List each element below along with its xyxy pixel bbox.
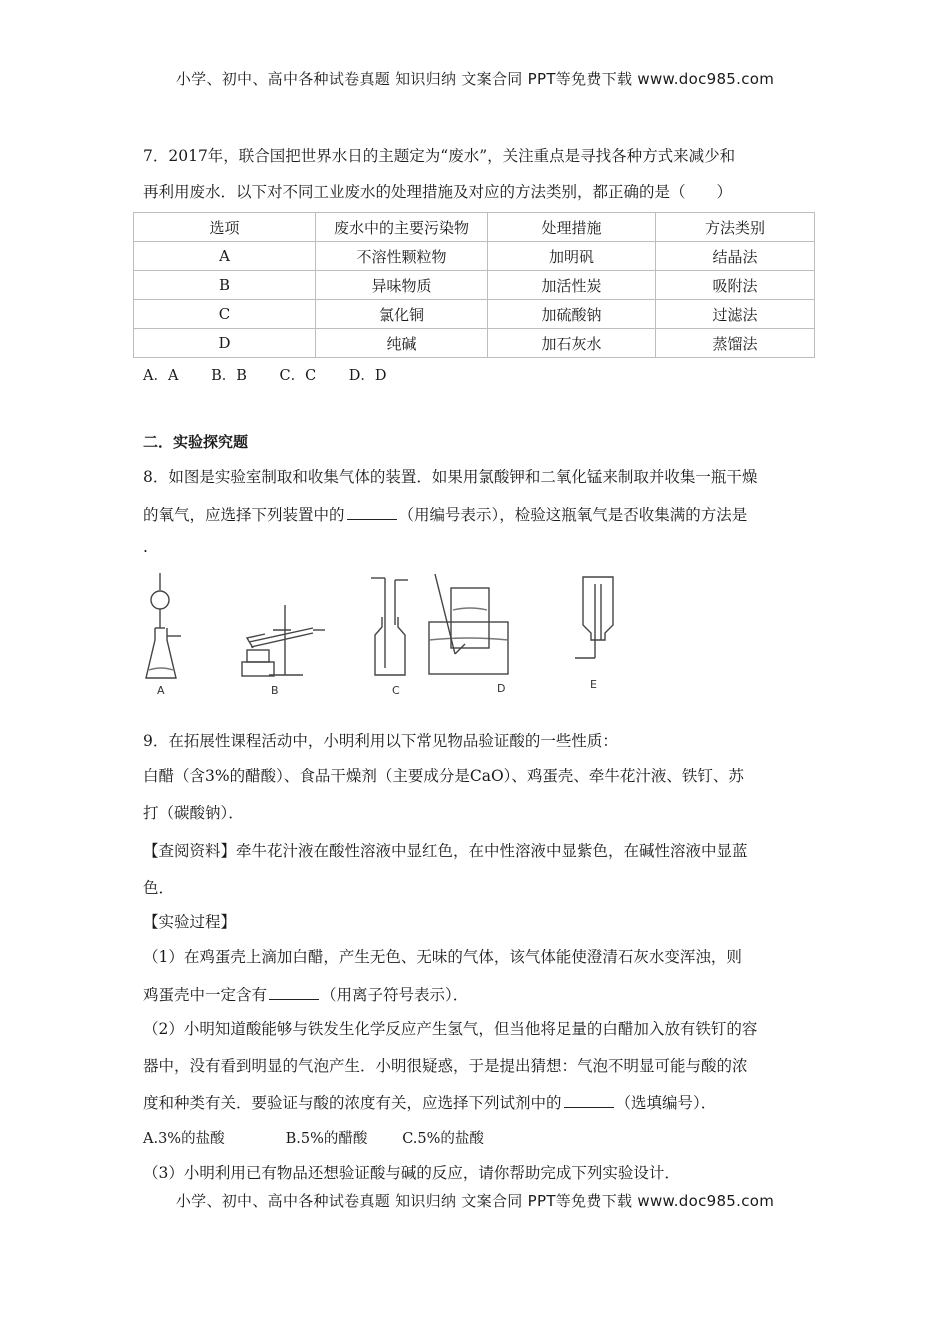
figure-label: A [157, 684, 165, 697]
option-c: C.5%的盐酸 [402, 1131, 484, 1147]
option-b: B.5%的醋酸 [285, 1131, 368, 1147]
q9-line-6: 【实验过程】 [143, 913, 237, 931]
q8-line-2 [143, 503, 747, 525]
q8-line-2-text-b: （用编号表示），检验这瓶氧气是否收集满的方法是 [398, 506, 748, 524]
apparatus-figure [143, 570, 621, 698]
q8-line-1: 8．如图是实验室制取和收集气体的装置．如果用氯酸钾和二氧化锰来制取并收集一瓶干燥 [143, 468, 758, 486]
table-cell: 结晶法 [656, 242, 815, 271]
choice-d: D．D [348, 368, 387, 384]
q9-line-8-text-a: 鸡蛋壳中一定含有 [143, 986, 268, 1004]
q7-choices [143, 364, 415, 385]
table-row [134, 329, 815, 358]
table-cell: 氯化铜 [316, 300, 488, 329]
table-row [134, 271, 815, 300]
figure-label: C [392, 684, 400, 697]
q9-line-8 [143, 983, 468, 1005]
q9-line-1: 9．在拓展性课程活动中，小明利用以下常见物品验证酸的一些性质： [143, 732, 618, 750]
figure-label: D [497, 682, 506, 695]
answer-blank [564, 1093, 614, 1108]
apparatus-d-trough [429, 574, 508, 674]
q7-line-2: 再利用废水．以下对不同工业废水的处理措施及对应的方法类别，都正确的是（ ） [143, 183, 733, 201]
q8-line-3: . [143, 538, 148, 556]
figure-label: E [590, 678, 597, 691]
q9-line-5: 色． [143, 879, 175, 897]
q9-line-10: 器中，没有看到明显的气泡产生．小明很疑惑，于是提出猜想：气泡不明显可能与酸的浓 [143, 1057, 748, 1075]
table-cell: A [134, 242, 316, 271]
q9-line-3: 打（碳酸钠）． [143, 804, 244, 822]
table-cell: 加明矾 [488, 242, 656, 271]
page-header: 小学、初中、高中各种试卷真题 知识归纳 文案合同 PPT等免费下载 www.doc985.com [175, 70, 775, 88]
q9-line-4: 【查阅资料】牵牛花汁液在酸性溶液中显红色，在中性溶液中显紫色，在碱性溶液中显蓝 [143, 842, 748, 860]
table-row [134, 300, 815, 329]
q9-line-7: （1）在鸡蛋壳上滴加白醋，产生无色、无味的气体，该气体能使澄清石灰水变浑浊，则 [143, 948, 742, 966]
table-header-cell: 处理措施 [488, 213, 656, 242]
figure-label: B [271, 684, 279, 697]
apparatus-a-flask [146, 573, 181, 678]
table-header-cell: 选项 [134, 213, 316, 242]
table-header-cell: 方法类别 [656, 213, 815, 242]
section-title: 二．实验探究题 [143, 433, 249, 451]
q9-line-12: （3）小明利用已有物品还想验证酸与碱的反应，请你帮助完成下列实验设计． [143, 1164, 680, 1182]
q7-table [133, 212, 815, 358]
table-cell: 加石灰水 [488, 329, 656, 358]
q9-line-11-text-b: （选填编号）． [615, 1094, 717, 1112]
table-cell: 吸附法 [656, 271, 815, 300]
choice-a: A．A [143, 368, 179, 384]
table-cell: 纯碱 [316, 329, 488, 358]
q9-line-2: 白醋（含3%的醋酸）、食品干燥剂（主要成分是CaO）、鸡蛋壳、牵牛花汁液、铁钉、苏 [143, 767, 744, 785]
apparatus-e-bottle [575, 577, 613, 658]
choice-b: B．B [211, 368, 247, 384]
q7-line-1: 7．2017年，联合国把世界水日的主题定为“废水”，关注重点是寻找各种方式来减少和 [143, 147, 736, 165]
page-footer: 小学、初中、高中各种试卷真题 知识归纳 文案合同 PPT等免费下载 www.doc985.com [175, 1192, 775, 1210]
option-a: A.3%的盐酸 [143, 1131, 225, 1147]
table-cell: 不溶性颗粒物 [316, 242, 488, 271]
table-cell: B [134, 271, 316, 300]
q9-line-11 [143, 1091, 716, 1113]
table-cell: 过滤法 [656, 300, 815, 329]
apparatus-c-bottle [371, 578, 408, 675]
q9-line-8-text-b: （用离子符号表示）． [321, 986, 469, 1004]
table-cell: D [134, 329, 316, 358]
table-cell: 加活性炭 [488, 271, 656, 300]
table-header-cell: 废水中的主要污染物 [316, 213, 488, 242]
table-cell: 加硫酸钠 [488, 300, 656, 329]
table-row [134, 242, 815, 271]
q8-line-2-text-a: 的氧气，应选择下列装置中的 [143, 506, 345, 524]
answer-blank [269, 985, 319, 1000]
choice-c: C．C [279, 368, 317, 384]
q9-line-9: （2）小明知道酸能够与铁发生化学反应产生氢气，但当他将足量的白醋加入放有铁钉的容 [143, 1020, 758, 1038]
answer-blank [347, 505, 397, 520]
table-cell: C [134, 300, 316, 329]
q9-options [143, 1127, 484, 1148]
q9-line-11-text-a: 度和种类有关．要验证与酸的浓度有关，应选择下列试剂中的 [143, 1094, 562, 1112]
table-cell: 异味物质 [316, 271, 488, 300]
apparatus-b-heating [242, 605, 325, 676]
table-header-row [134, 213, 815, 242]
table-cell: 蒸馏法 [656, 329, 815, 358]
